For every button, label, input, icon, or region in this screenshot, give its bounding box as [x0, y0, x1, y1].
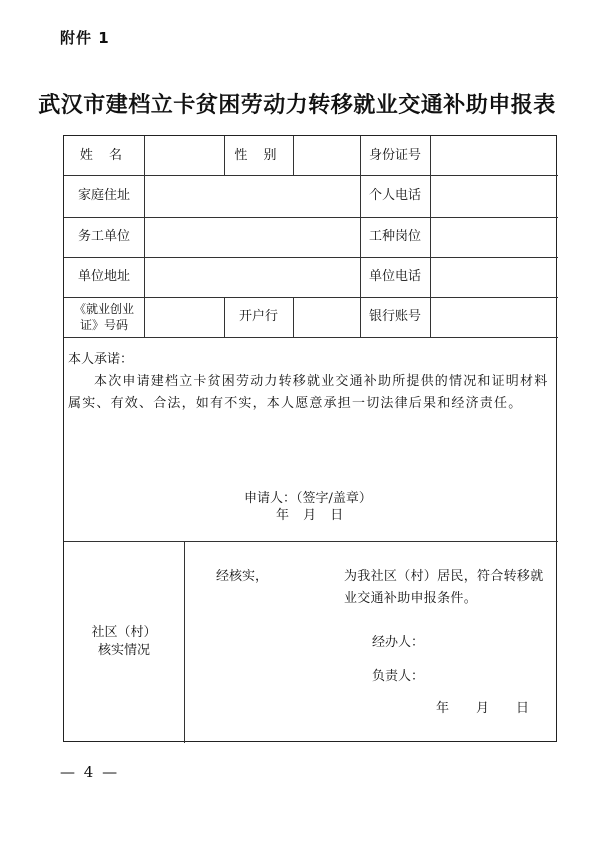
- pledge-heading: 本人承诺：: [68, 352, 134, 367]
- job-position-label: 工种岗位: [368, 229, 421, 244]
- row-divider: [64, 337, 558, 338]
- verify-text-part1: 经核实，: [216, 569, 269, 584]
- name-field[interactable]: [144, 136, 224, 175]
- employment-cert-field[interactable]: [144, 297, 224, 337]
- attachment-label: 附件 1: [60, 29, 110, 47]
- pledge-text: 本次申请建档立卡贫困劳动力转移就业交通补助所提供的情况和证明材料属实、有效、合法，如有不实，本人愿意承担一切法律后果和经济责任。: [68, 374, 549, 411]
- employer-address-label: 单位地址: [77, 269, 130, 284]
- personal-phone-field[interactable]: [430, 175, 558, 217]
- home-address-field[interactable]: [144, 175, 360, 217]
- job-position-field[interactable]: [430, 217, 558, 257]
- employer-address-field[interactable]: [144, 257, 360, 297]
- gender-label: 性 别: [234, 147, 283, 163]
- employer-phone-label: 单位电话: [368, 269, 421, 284]
- home-address-label: 家庭住址: [77, 188, 130, 203]
- account-label: 银行账号: [368, 309, 421, 324]
- name-label: 姓 名: [79, 147, 129, 163]
- column-divider: [184, 541, 185, 743]
- bank-field[interactable]: [293, 297, 360, 337]
- handler-signature-label: 经办人：: [372, 635, 425, 650]
- verify-text-part2: 为我社区（村）居民，符合转移就业交通补助申报条件。: [344, 569, 544, 606]
- verify-day: 日: [516, 701, 530, 716]
- responsible-signature-label: 负责人：: [372, 669, 425, 684]
- page-number: — 4 —: [60, 763, 120, 781]
- applicant-date: 年 月 日: [276, 508, 344, 523]
- employer-field[interactable]: [144, 217, 360, 257]
- application-form: [63, 135, 557, 742]
- bank-label: 开户行: [238, 309, 278, 324]
- employer-phone-field[interactable]: [430, 257, 558, 297]
- verify-year: 年: [436, 701, 450, 716]
- id-number-label: 身份证号: [368, 147, 421, 163]
- form-title: 武汉市建档立卡贫困劳动力转移就业交通补助申报表: [38, 92, 556, 118]
- verify-month: 月: [476, 701, 490, 716]
- personal-phone-label: 个人电话: [368, 188, 421, 203]
- employment-cert-label: 《就业创业证》号码: [73, 302, 134, 332]
- account-field[interactable]: [430, 297, 558, 337]
- community-verification-label: 社区（村）核实情况: [91, 625, 157, 658]
- gender-field[interactable]: [293, 136, 360, 175]
- employer-label: 务工单位: [77, 229, 130, 244]
- applicant-signature-label: 申请人：（签字/盖章）: [244, 491, 372, 506]
- id-number-field[interactable]: [430, 136, 558, 175]
